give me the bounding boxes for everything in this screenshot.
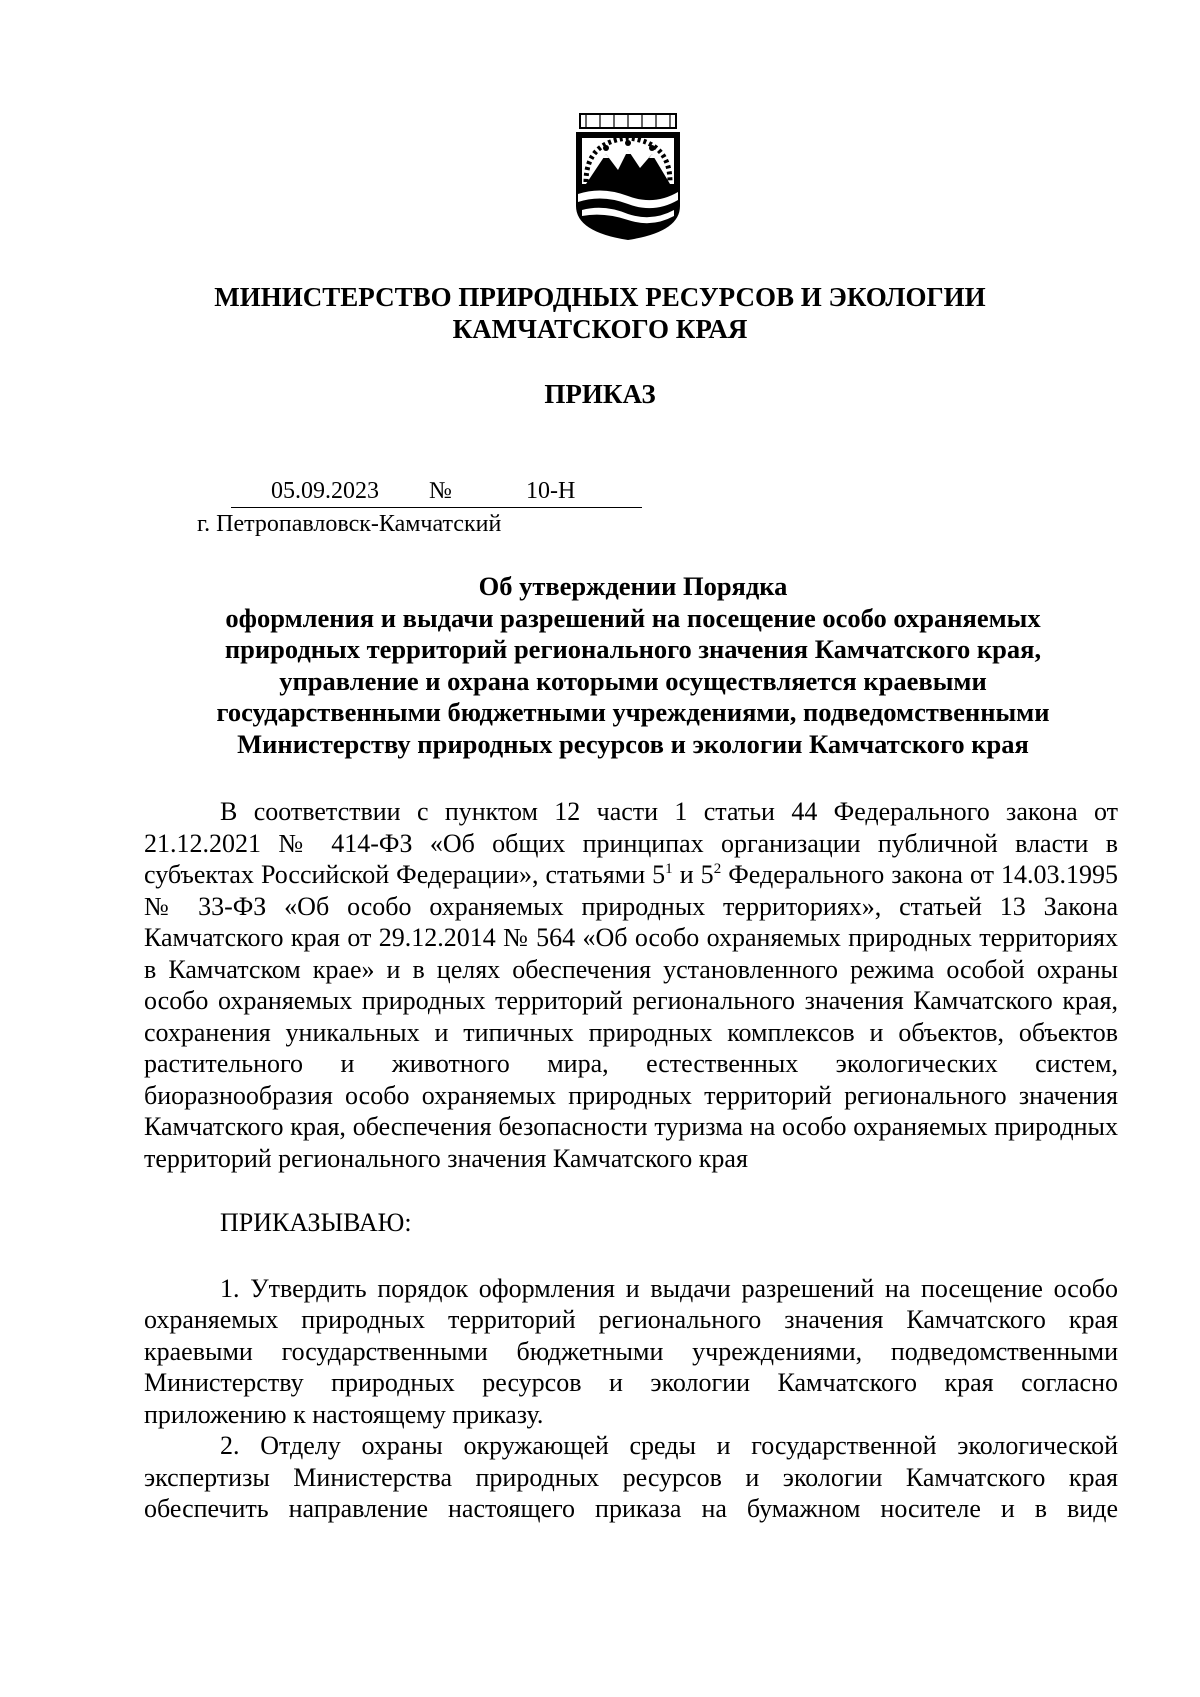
number-sign: № (429, 478, 452, 504)
order-word: ПРИКАЗЫВАЮ: (220, 1208, 412, 1237)
title-line: природных территорий регионального значения Камчатского края, (224, 634, 1042, 664)
registration-line (231, 475, 642, 508)
document-body (144, 796, 1118, 1525)
city-label: г. Петропавловск-Камчатский (197, 511, 502, 537)
title-line: Об утверждении Порядка (478, 571, 788, 601)
preamble-paragraph (144, 796, 1118, 1174)
order-item: 2. Отделу охраны окружающей среды и государственной экологической экспертизы Министерства природных ресурсов и экологии Камчатского края обеспечить направление настоящего приказа на бумажном носителе и в виде (144, 1431, 1118, 1523)
document-title (0, 571, 1200, 760)
preamble-text: и 5 (672, 860, 714, 889)
ministry-name-line2: КАМЧАТСКОГО КРАЯ (452, 314, 748, 344)
title-line: государственными бюджетными учреждениями, подведомственными (216, 697, 1050, 727)
ministry-name-line1: МИНИСТЕРСТВО ПРИРОДНЫХ РЕСУРСОВ И ЭКОЛОГИИ (214, 282, 986, 312)
title-line: Министерству природных ресурсов и экологии Камчатского края (237, 728, 1029, 759)
order-item: 1. Утвердить порядок оформления и выдачи разрешений на посещение особо охраняемых природных территорий регионального значения Камчатского края краевыми государственными бюджетными учреждениями, подведомственными Министерству природных ресурсов и экологии Камчатского края согласно приложению к настоящему приказу. (144, 1273, 1118, 1429)
ministry-name (0, 281, 1200, 345)
superscript: 2 (713, 861, 722, 877)
document-type: ПРИКАЗ (544, 379, 656, 409)
title-line: управление и охрана которыми осуществляется краевыми (279, 665, 987, 696)
preamble-text: Федерального закона от 14.03.1995 № 33-ФЗ «Об особо охраняемых природных территориях», статьей 13 Закона Камчатского края от 29.12.2014 № 564 «Об особо охраняемых природных территориях в Камчатском крае» и в целях обеспечения установленного режима особой охраны особо охраняемых природных территорий регионального значения Камчатского края, сохранения уникальных и типичных природных комплексов и объектов, объектов растительного и животного мира, естественных экологических систем, биоразнообразия особо охраняемых природных территорий регионального значения Камчатского края, обеспечения безопасности туризма на особо охраняемых природных территорий регионального значения Камчатского края (144, 860, 1119, 1173)
superscript: 1 (665, 861, 673, 877)
title-line: оформления и выдачи разрешений на посещение особо охраняемых (225, 602, 1041, 633)
kamchatka-coat-of-arms-icon (572, 110, 684, 242)
document-number: 10-Н (526, 478, 576, 504)
document-date: 05.09.2023 (271, 478, 379, 504)
preamble-text: В соответствии с пунктом 12 части 1 статьи 44 Федерального закона от 21.12.2021 № 414-ФЗ «Об общих принципах организации публичной власти в субъектах Российской Федерации», статьями 5 (144, 797, 1118, 889)
